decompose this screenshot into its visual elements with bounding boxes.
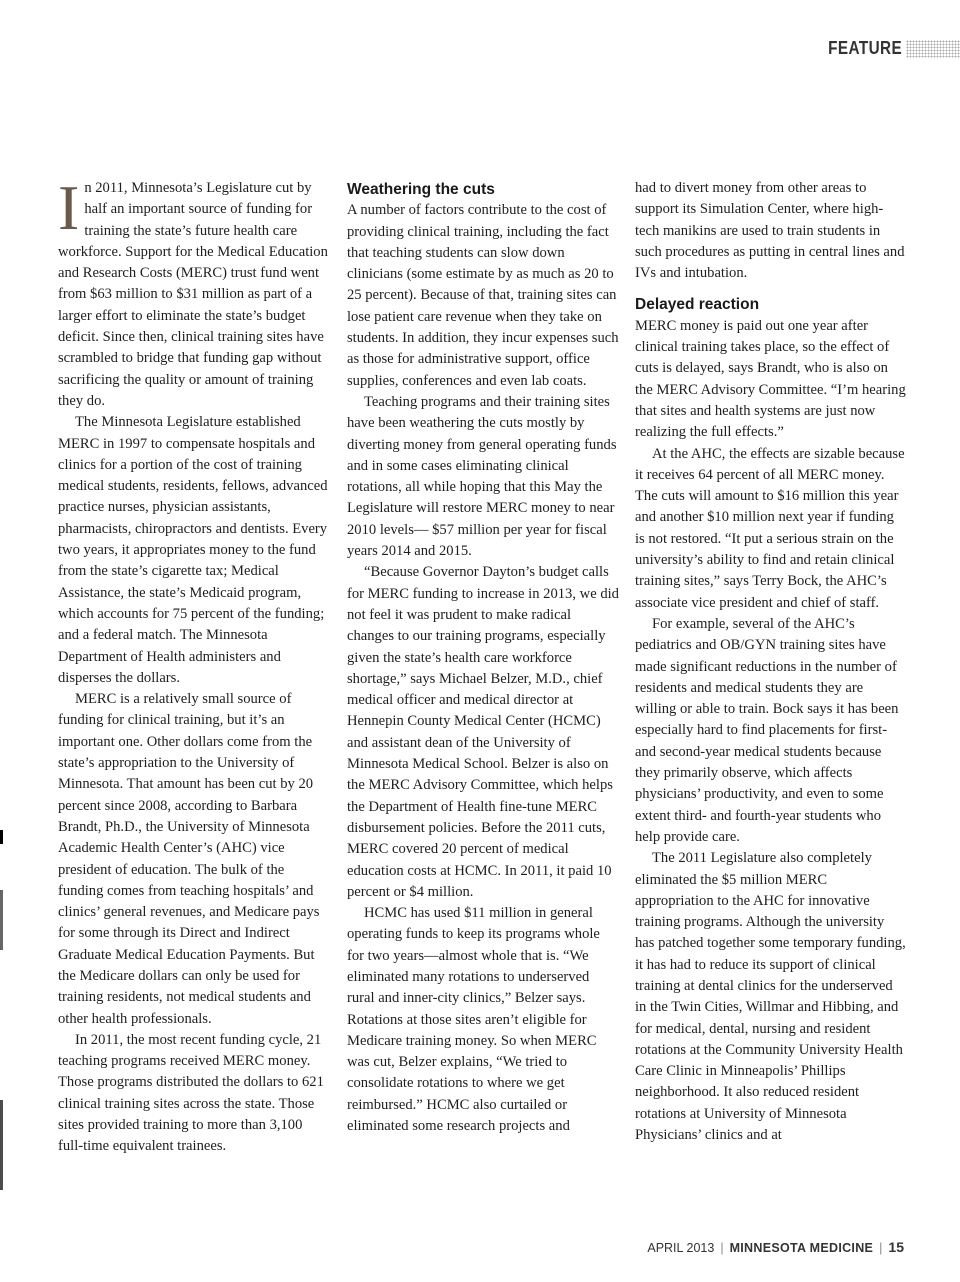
subheading: Delayed reaction [635,296,760,314]
page-edge-mark [0,1100,3,1190]
paragraph: A number of factors contribute to the cost of providing clinical training, including the fact that teaching students can slow down clinicians (some estimate by as much as 20 to 25 percent). Because of that, training sites can lose patient care revenue when they take on students. In addition, they incur expenses such as those for administrative support, office supplies, conferences and even lab coats. [347,202,619,389]
paragraph: had to divert money from other areas to support its Simulation Center, where high-tech manikins are used to train students in such procedures as putting in central lines and IVs and intubation. [635,180,905,282]
article-column-1 [58,172,330,1158]
footer-divider: | [879,1241,883,1255]
subheading: Weathering the cuts [347,181,495,198]
footer-divider: | [720,1241,724,1255]
section-pattern [906,40,960,58]
paragraph: MERC is a relatively small source of funding for clinical training, but it’s an important one. Other dollars come from the state’s appropriation to the University of Minnesota. That amount has been cut by 20 percent since 2008, according to Barbara Brandt, Ph.D., the University of Minnesota Academic Health Center’s (AHC) vice president of education. The bulk of the funding comes from teaching hospitals’ and clinics’ general revenues, and Medicare pays for some through its Direct and Indirect Graduate Medical Education Payments. But the Medicare dollars can only be used for training residents, not medical students and other health professionals. [58,691,320,1027]
paragraph: “Because Governor Dayton’s budget calls for MERC funding to increase in 2013, we did not feel it was prudent to make radical changes to our training programs, especially given the state’s health care workforce shortage,” says Michael Belzer, M.D., chief medical officer and medical director at Hennepin County Medical Center (HCMC) and assistant dean of the University of Minnesota Medical School. Belzer is also on the MERC Advisory Committee, which helps the Department of Health fine-tune MERC disbursement policies. Before the 2011 cuts, MERC covered 20 percent of medical education costs at HCMC. In 2011, it paid 10 percent or $4 million. [347,564,619,900]
article-column-2 [347,178,619,1137]
magazine-name: MINNESOTA MEDICINE [729,1241,874,1255]
paragraph: In 2011, the most recent funding cycle, 21 teaching programs received MERC money. Those programs distributed the dollars to 621 clinical training sites across the state. Those sites provided training to more than 3,100 full-time equivalent trainees. [58,1031,324,1155]
page-number: 15 [888,1239,904,1255]
section-label: FEATURE [827,38,902,58]
paragraph: The 2011 Legislature also completely eliminated the $5 million MERC appropriation to the AHC for innovative training programs. Although the university has patched together some temporary funding, it has had to reduce its support of clinical training at dental clinics for the underserved in the Twin Cities, Willmar and Hibbing, and for medical, dental, nursing and resident rotations at the Community University Health Care Clinic in Minneapolis’ Phillips neighborhood. It also reduced resident rotations at University of Minnesota Physicians’ clinics and at [635,850,906,1144]
page-footer [647,1239,904,1255]
paragraph: At the AHC, the effects are sizable because it receives 64 percent of all MERC money. The cuts will amount to $16 million this year and another $10 million next year if funding is not restored. “It put a serious strain on the university’s ability to find and retain clinical training sites,” says Terry Bock, the AHC’s associate vice president and chief of staff. [635,445,905,611]
paragraph: MERC money is paid out one year after clinical training takes place, so the effect of cuts is delayed, says Brandt, who is also on the MERC Advisory Committee. “I’m hearing that sites and health systems are just now realizing the full effects.” [635,317,906,441]
page-edge-mark [0,830,3,844]
page-edge-mark [0,890,3,950]
issue-date: APRIL 2013 [647,1241,715,1255]
article-column-3 [635,178,907,1146]
paragraph: For example, several of the AHC’s pediatrics and OB/GYN training sites have made significant reductions in the number of residents and medical students they are willing or able to train. Bock says it has been especially hard to find placements for first- and second-year medical students because they primarily observe, which affects physicians’ productivity, and even to some extent third- and fourth-year students who help provide care. [635,615,899,845]
drop-cap: I [58,172,80,243]
paragraph: Teaching programs and their training sites have been weathering the cuts mostly by diverting money from general operating funds and in some cases eliminating clinical rotations, all while hoping that this May the Legislature will restore MERC money to near 2010 levels— $57 million per year for fiscal years 2014 and 2015. [347,393,617,560]
paragraph-text: n 2011, Minnesota’s Legislature cut by half an important source of funding for training the state’s future health care workforce. Support for the Medical Education and Research Costs (MERC) trust fund went from $63 million to $31 million as part of a larger effort to eliminate the state’s budget deficit. Since then, clinical training sites have scrambled to bridge that funding gap without sacrificing the quality or amount of training they do. [58,180,328,409]
intro-paragraph [58,172,330,412]
paragraph: The Minnesota Legislature established MERC in 1997 to compensate hospitals and clinics for a portion of the cost of training medical students, residents, fellows, advanced practice nurses, physician assistants, pharmacists, chiropractors and dentists. Every two years, it appropriates money to the fund from the state’s cigarette tax; Medical Assistance, the state’s Medicaid program, which accounts for 75 percent of the funding; and a federal match. The Minnesota Department of Health administers and disperses the dollars. [58,414,328,686]
paragraph: HCMC has used $11 million in general operating funds to keep its programs whole for two years—almost whole that is. “We eliminated many rotations to underserved rural and inner-city clinics,” Belzer says. Rotations at those sites aren’t eligible for Medicare training money. So when MERC was cut, Belzer explains, “We tried to consolidate rotations to where we get reimbursed.” HCMC also curtailed or eliminated some research projects and [347,905,600,1135]
